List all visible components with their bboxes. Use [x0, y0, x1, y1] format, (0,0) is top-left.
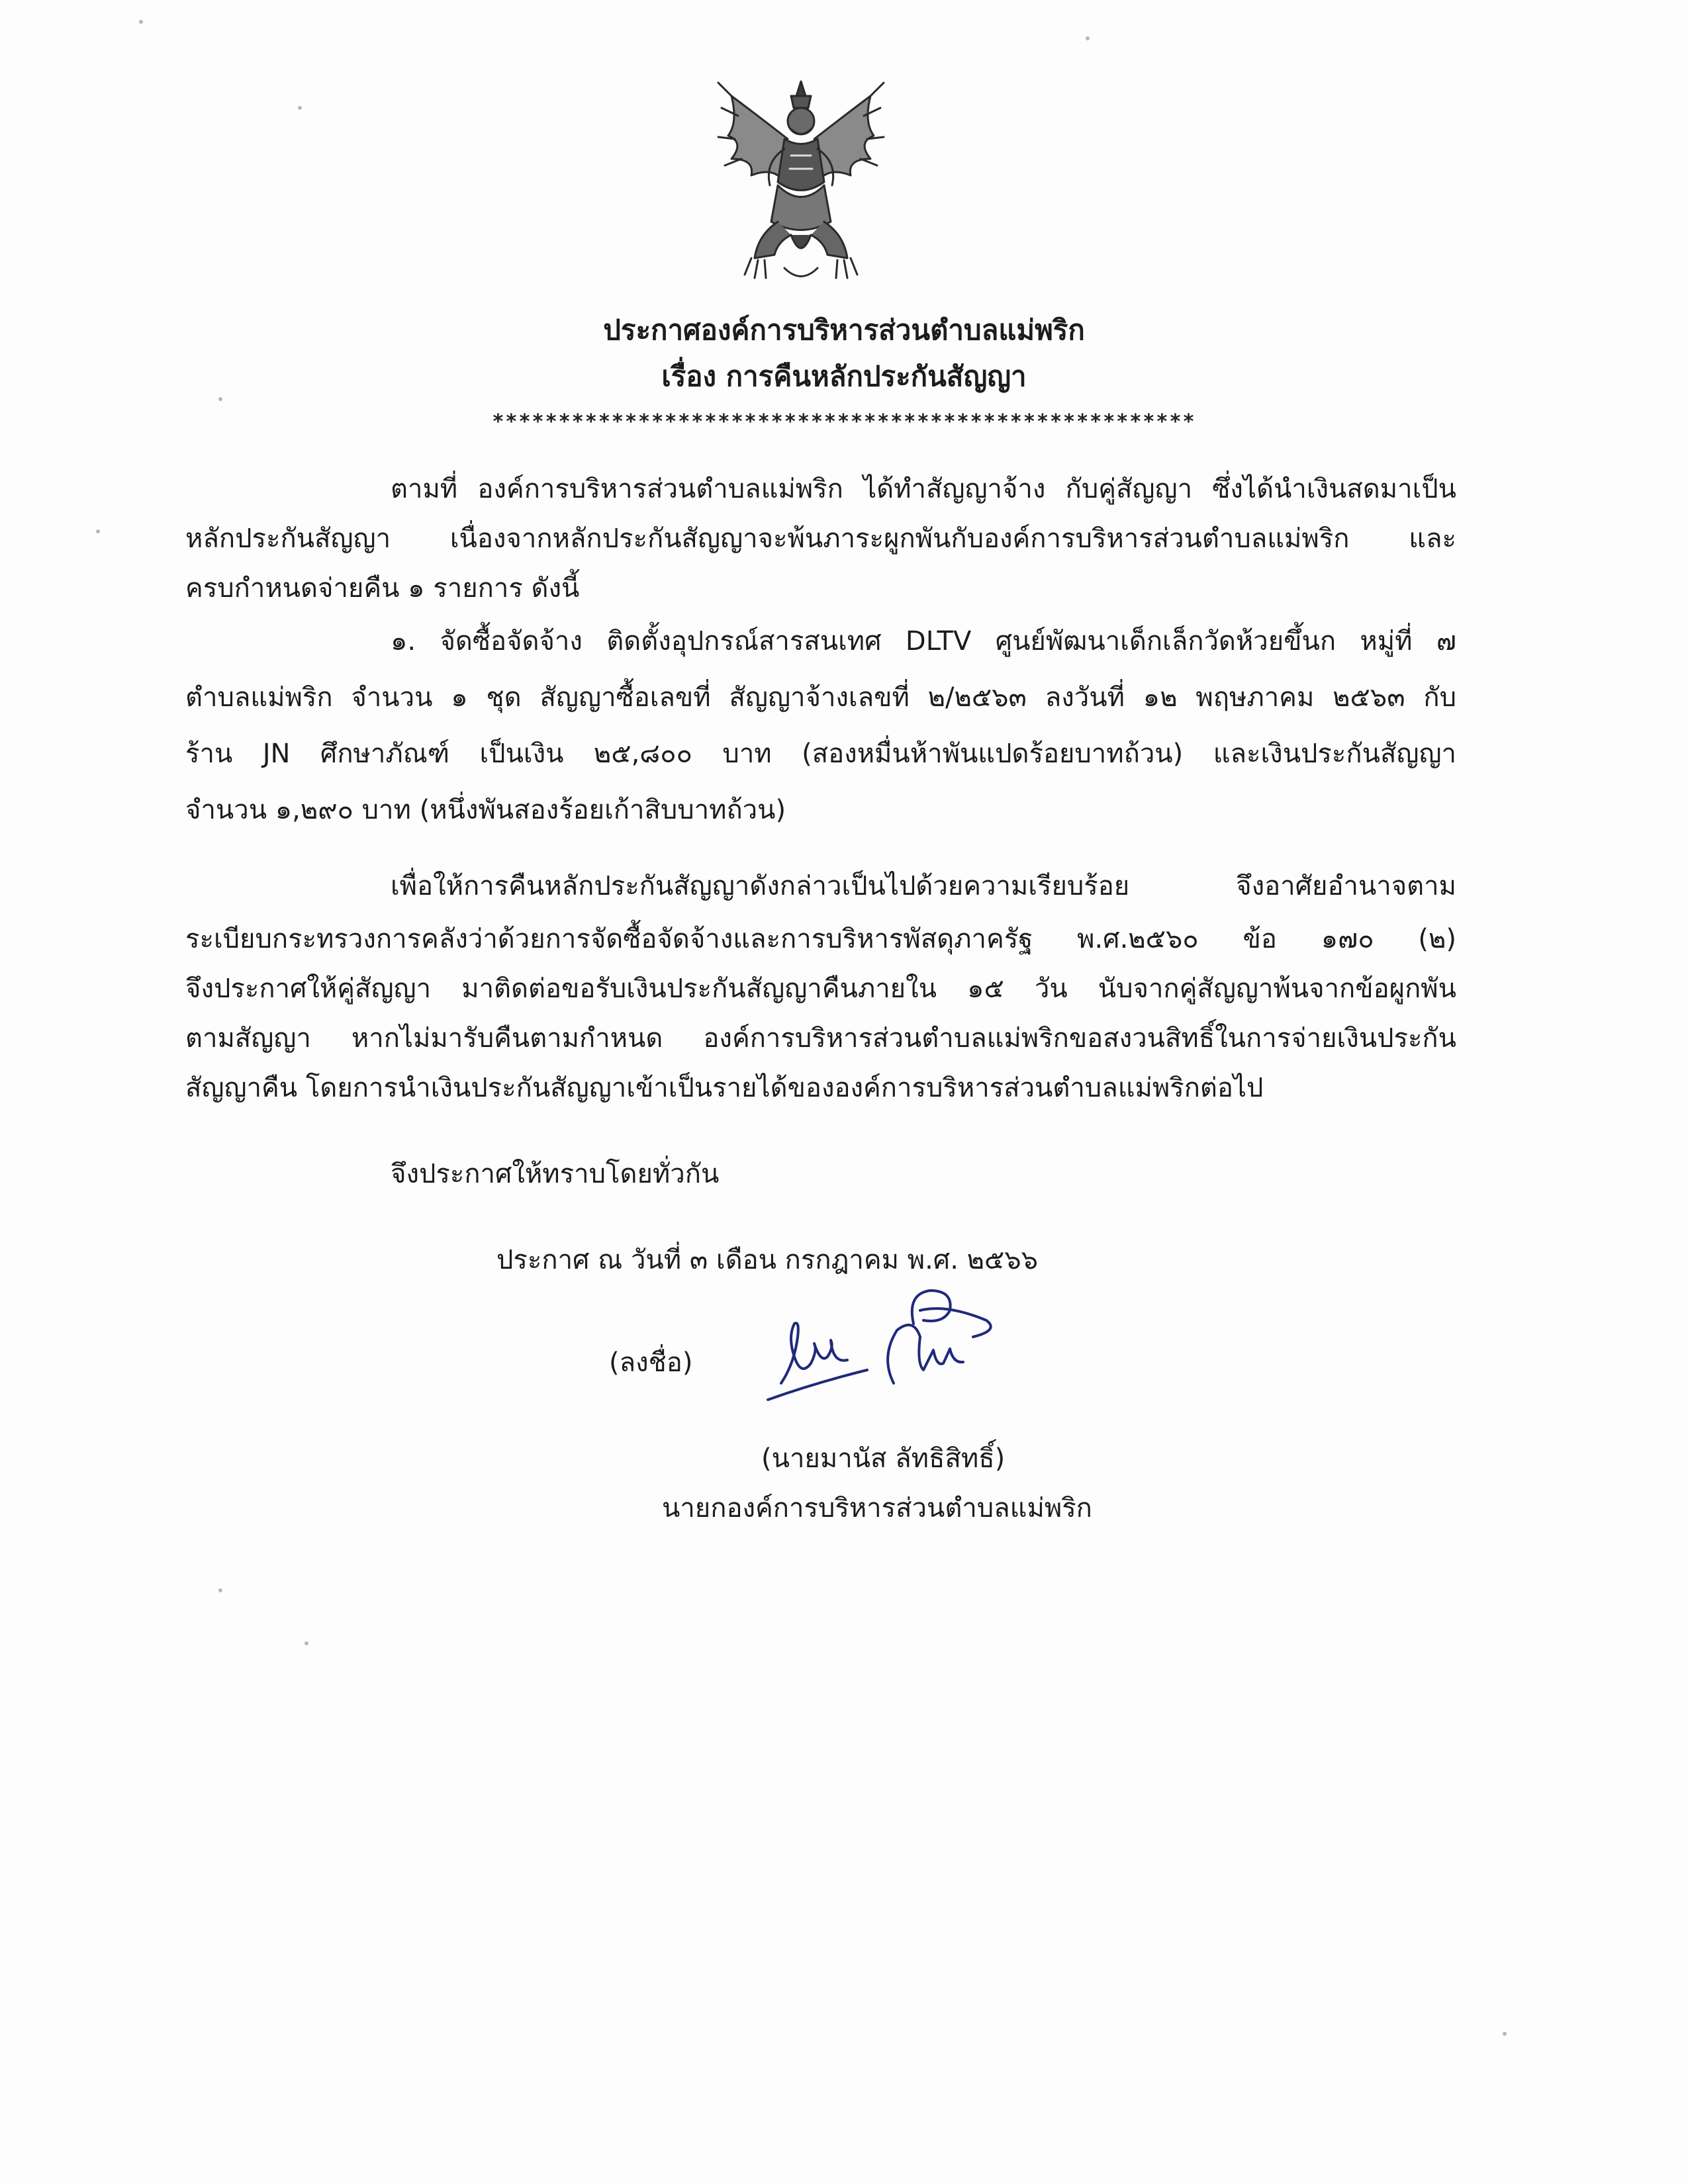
scan-speck: [305, 1641, 308, 1645]
item-line: จำนวน ๑,๒๙๐ บาท (หนึ่งพันสองร้อยเก้าสิบบาทถ้วน): [185, 795, 786, 825]
paragraph-line: ครบกำหนดจ่ายคืน ๑ รายการ ดังนี้: [185, 573, 580, 604]
garuda-emblem-icon: [692, 76, 910, 295]
scan-speck: [298, 106, 302, 110]
paragraph-line: จึงประกาศให้คู่สัญญา มาติดต่อขอรับเงินประกันสัญญาคืนภายใน ๑๕ วัน นับจากคู่สัญญาพ้นจากข้อผูกพัน: [185, 974, 1456, 1004]
item-line: ร้าน JN ศึกษาภัณฑ์ เป็นเงิน ๒๕,๘๐๐ บาท (สองหมื่นห้าพันแปดร้อยบาทถ้วน) และเงินประกันสัญญา: [185, 739, 1456, 769]
paragraph-line: ตามที่ องค์การบริหารส่วนตำบลแม่พริก ได้ทำสัญญาจ้าง กับคู่สัญญา ซึ่งได้นำเงินสดมาเป็น: [391, 474, 1456, 504]
paragraph-line: เพื่อให้การคืนหลักประกันสัญญาดังกล่าวเป็นไปด้วยความเรียบร้อย จึงอาศัยอำนาจตาม: [391, 871, 1456, 901]
handwritten-signature-icon: [755, 1284, 1019, 1416]
announcement-subject: เรื่อง การคืนหลักประกันสัญญา: [661, 360, 1027, 392]
paragraph-line: สัญญาคืน โดยการนำเงินประกันสัญญาเข้าเป็นรายได้ขององค์การบริหารส่วนตำบลแม่พริกต่อไป: [185, 1073, 1264, 1103]
item-line: ๑. จัดซื้อจัดจ้าง ติดตั้งอุปกรณ์สารสนเทศ DLTV ศูนย์พัฒนาเด็กเล็กวัดห้วยขึ้นก หมู่ที่ ๗: [391, 626, 1456, 657]
paragraph-line: หลักประกันสัญญา เนื่องจากหลักประกันสัญญาจะพ้นภาระผูกพันกับองค์การบริหารส่วนตำบลแม่พริก และ: [185, 523, 1456, 554]
scan-speck: [1086, 36, 1090, 40]
closing-line: จึงประกาศให้ทราบโดยทั่วกัน: [391, 1159, 720, 1189]
paragraph-line: ระเบียบกระทรวงการคลังว่าด้วยการจัดซื้อจัดจ้างและการบริหารพัสดุภาครัฐ พ.ศ.๒๕๖๐ ข้อ ๑๗๐ (๒): [185, 924, 1456, 954]
item-line: ตำบลแม่พริก จำนวน ๑ ชุด สัญญาซื้อเลขที่ สัญญาจ้างเลขที่ ๒/๒๕๖๓ ลงวันที่ ๑๒ พฤษภาคม ๒๕๖๓ กับ: [185, 682, 1456, 713]
announcement-date: ประกาศ ณ วันที่ ๓ เดือน กรกฎาคม พ.ศ. ๒๕๖๖: [496, 1245, 1039, 1275]
signer-position: นายกองค์การบริหารส่วนตำบลแม่พริก: [662, 1493, 1092, 1524]
sign-label: (ลงชื่อ): [609, 1347, 693, 1378]
scan-speck: [139, 20, 143, 24]
scan-speck: [96, 529, 100, 533]
signer-name: (นายมานัส ลัทธิสิทธิ์): [761, 1443, 1006, 1474]
scan-speck: [218, 1588, 222, 1592]
scan-speck: [218, 397, 222, 401]
announcement-title: ประกาศองค์การบริหารส่วนตำบลแม่พริก: [603, 314, 1085, 346]
scan-speck: [1503, 2032, 1507, 2036]
separator-line: *****************************************************: [492, 410, 1196, 433]
paragraph-line: ตามสัญญา หากไม่มารับคืนตามกำหนด องค์การบริหารส่วนตำบลแม่พริกขอสงวนสิทธิ์ในการจ่ายเงินประกัน: [185, 1023, 1456, 1054]
